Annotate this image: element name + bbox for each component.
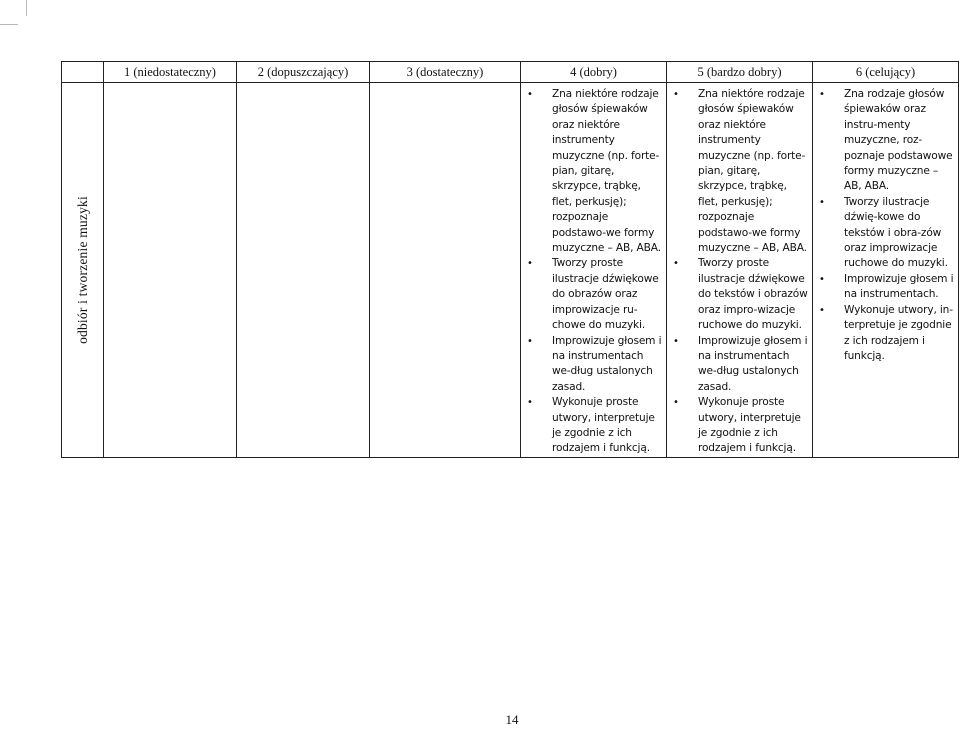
grade-3-cell	[370, 83, 521, 458]
criterion-item: • Tworzy proste ilustracje dźwiękowe do tekstów i obrazów oraz impro-wizacje ruchowe do muzyki.	[671, 256, 808, 333]
grade-5-header: 5 (bardzo dobry)	[667, 62, 813, 83]
grade-2-criteria-list	[237, 83, 369, 87]
grade-2-cell	[237, 83, 370, 458]
criterion-item: • Zna niektóre rodzaje głosów śpiewaków oraz niektóre instrumenty muzyczne (np. forte-pian, gitarę, skrzypce, trąbkę, flet, perkusję); rozpoznaje podstawo-we formy muzyczne – AB, ABA.	[525, 87, 662, 256]
criterion-item: • Tworzy proste ilustracje dźwiękowe do obrazów oraz improwizacje ru-chowe do muzyki.	[525, 256, 662, 333]
grade-header-row	[62, 62, 959, 83]
corner-cell	[62, 62, 104, 83]
grade-4-header: 4 (dobry)	[521, 62, 667, 83]
criterion-item: • Improwizuje głosem i na instrumentach we-dług ustalonych zasad.	[525, 334, 662, 396]
grade-6-cell	[813, 83, 959, 458]
grading-criteria-table	[61, 61, 959, 458]
grade-3-header: 3 (dostateczny)	[370, 62, 521, 83]
section-label-cell	[62, 83, 104, 458]
grade-5-criteria-list	[667, 83, 812, 457]
criterion-item: • Wykonuje proste utwory, interpretuje je zgodnie z ich rodzajem i funkcją.	[525, 395, 662, 457]
criteria-row	[62, 83, 959, 458]
grade-4-criteria-list	[521, 83, 666, 457]
grade-1-criteria-list	[104, 83, 236, 87]
page-number: 14	[505, 712, 519, 727]
crop-mark-vertical	[26, 0, 27, 16]
grade-3-criteria-list	[370, 83, 520, 87]
grade-5-cell	[667, 83, 813, 458]
criterion-item: • Zna rodzaje głosów śpiewaków oraz instru-menty muzyczne, roz-poznaje podstawowe formy muzyczne – AB, ABA.	[817, 87, 954, 195]
criterion-item: • Wykonuje utwory, in-terpretuje je zgodnie z ich rodzajem i funkcją.	[817, 303, 954, 365]
criterion-item: • Zna niektóre rodzaje głosów śpiewaków oraz niektóre instrumenty muzyczne (np. forte-pian, gitarę, skrzypce, trąbkę, flet, perkusję); rozpoznaje podstawo-we formy muzyczne – AB, ABA.	[671, 87, 808, 256]
grade-4-cell	[521, 83, 667, 458]
grade-1-header: 1 (niedostateczny)	[104, 62, 237, 83]
grade-2-header: 2 (dopuszczający)	[237, 62, 370, 83]
grade-1-cell	[104, 83, 237, 458]
grade-6-criteria-list	[813, 83, 958, 364]
criterion-item: • Wykonuje proste utwory, interpretuje je zgodnie z ich rodzajem i funkcją.	[671, 395, 808, 457]
section-label: odbiór i tworzenie muzyki	[74, 195, 90, 344]
criterion-item: • Improwizuje głosem i na instrumentach we-dług ustalonych zasad.	[671, 334, 808, 396]
criterion-item: • Tworzy ilustracje dźwię-kowe do tekstów i obra-zów oraz improwizacje ruchowe do muzyki.	[817, 195, 954, 272]
crop-mark-horizontal	[0, 24, 18, 25]
criterion-item: • Improwizuje głosem i na instrumentach.	[817, 272, 954, 303]
grade-6-header: 6 (celujący)	[813, 62, 959, 83]
